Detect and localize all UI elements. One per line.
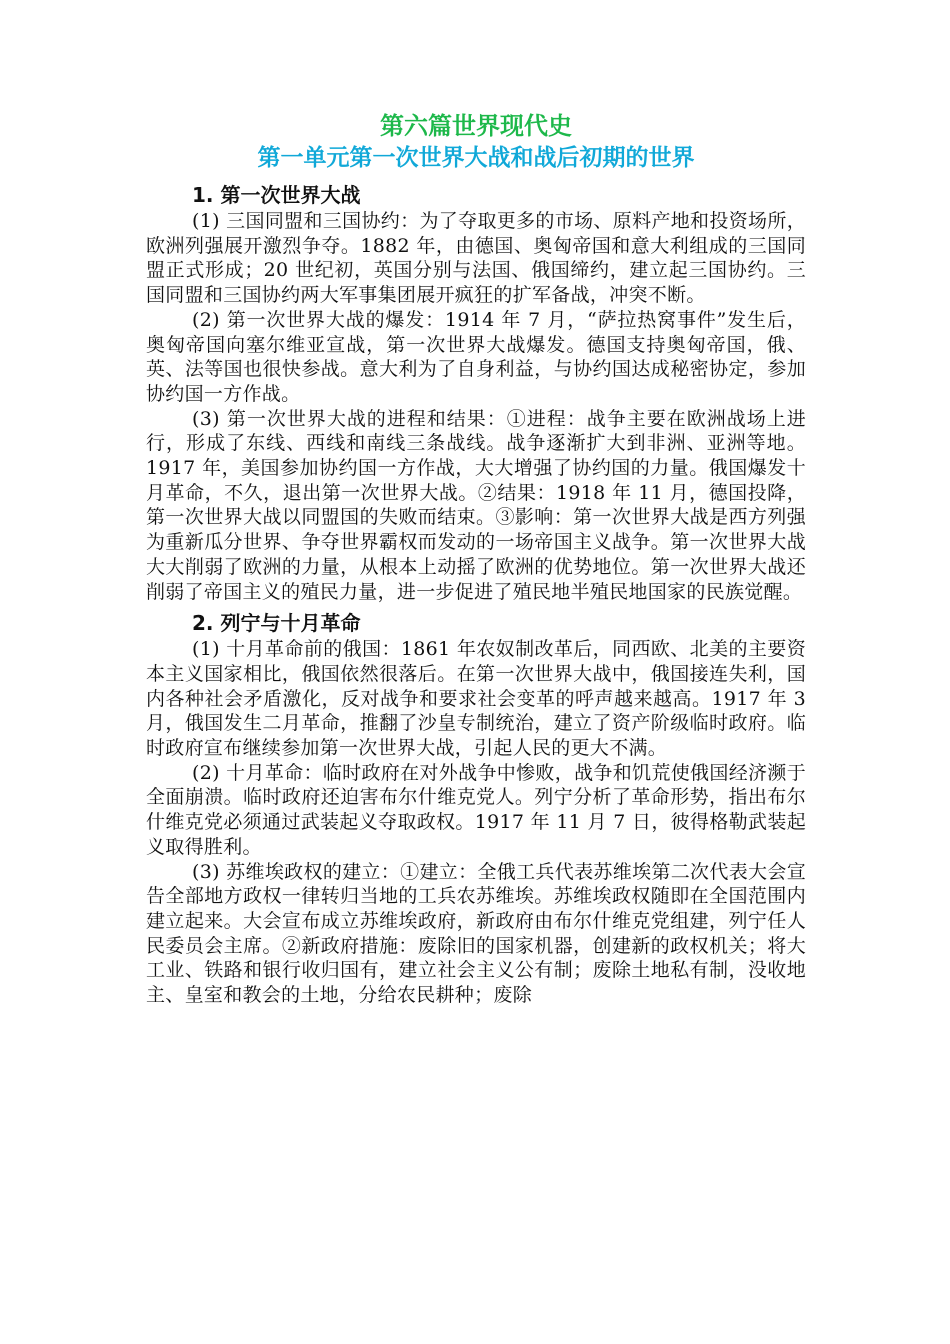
document-page	[146, 110, 806, 1008]
section-2	[146, 610, 806, 1008]
section-1	[146, 182, 806, 604]
paragraph: (3) 苏维埃政权的建立：①建立：全俄工兵代表苏维埃第二次代表大会宣告全部地方政权一律转归当地的工兵农苏维埃。苏维埃政权随即在全国范围内建立起来。大会宣布成立苏维埃政府，新政府由布尔什维克党组建，列宁任人民委员会主席。②新政府措施：废除旧的国家机器，创建新的政权机关；将大工业、铁路和银行收归国有，建立社会主义公有制；废除土地私有制，没收地主、皇室和教会的土地，分给农民耕种；废除	[146, 860, 806, 1007]
paragraph: (1) 三国同盟和三国协约：为了夺取更多的市场、原料产地和投资场所，欧洲列强展开激烈争夺。1882 年，由德国、奥匈帝国和意大利组成的三国同盟正式形成；20 世纪初，英国分别与法国、俄国缔约，建立起三国协约。三国同盟和三国协约两大军事集团展开疯狂的扩军备战，冲突不断。	[146, 210, 806, 307]
paragraph: (2) 十月革命：临时政府在对外战争中惨败，战争和饥荒使俄国经济濒于全面崩溃。临时政府还迫害布尔什维克党人。列宁分析了革命形势，指出布尔什维克党必须通过武装起义夺取政权。1917 年 11 月 7 日，彼得格勒武装起义取得胜利。	[146, 761, 806, 858]
document-title: 第六篇世界现代史	[380, 112, 572, 140]
section-heading: 2. 列宁与十月革命	[192, 611, 361, 636]
paragraph: (1) 十月革命前的俄国：1861 年农奴制改革后，同西欧、北美的主要资本主义国家相比，俄国依然很落后。在第一次世界大战中，俄国接连失利，国内各种社会矛盾激化，反对战争和要求社会变革的呼声越来越高。1917 年 3 月，俄国发生二月革命，推翻了沙皇专制统治，建立了资产阶级临时政府。临时政府宣布继续参加第一次世界大战，引起人民的更大不满。	[146, 638, 806, 760]
paragraph: (2) 第一次世界大战的爆发：1914 年 7 月，“萨拉热窝事件”发生后，奥匈帝国向塞尔维亚宣战，第一次世界大战爆发。德国支持奥匈帝国，俄、英、法等国也很快参战。意大利为了自身利益，与协约国达成秘密协定，参加协约国一方作战。	[146, 308, 806, 405]
section-heading: 1. 第一次世界大战	[192, 183, 361, 207]
document-subtitle: 第一单元第一次世界大战和战后初期的世界	[257, 145, 695, 171]
paragraph: (3) 第一次世界大战的进程和结果：①进程：战争主要在欧洲战场上进行，形成了东线、西线和南线三条战线。战争逐渐扩大到非洲、亚洲等地。1917 年，美国参加协约国一方作战，大大增强了协约国的力量。俄国爆发十月革命，不久，退出第一次世界大战。②结果：1918 年 11 月，德国投降，第一次世界大战以同盟国的失败而结束。③影响：第一次世界大战是西方列强为重新瓜分世界、争夺世界霸权而发动的一场帝国主义战争。第一次世界大战大大削弱了欧洲的力量，从根本上动摇了欧洲的优势地位。第一次世界大战还削弱了帝国主义的殖民力量，进一步促进了殖民地半殖民地国家的民族觉醒。	[146, 407, 806, 603]
